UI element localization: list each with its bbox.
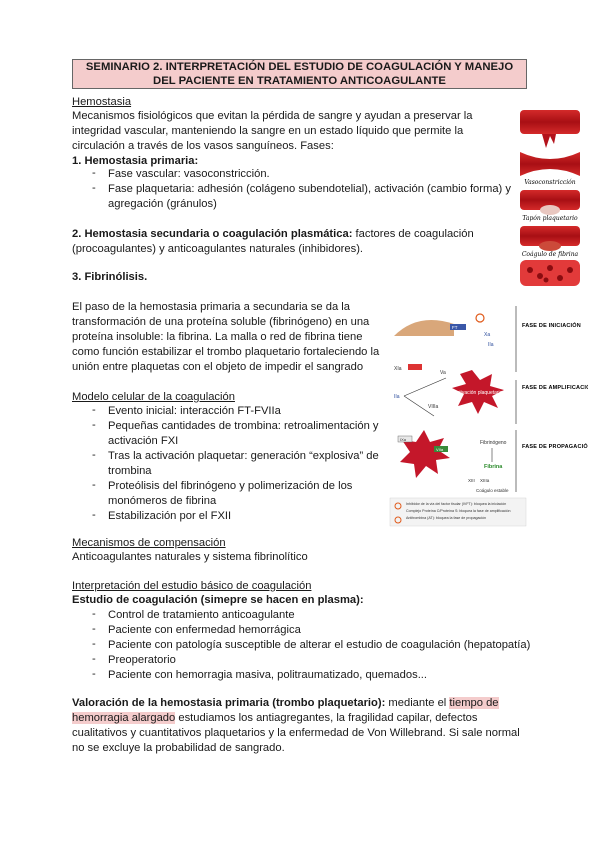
valoracion-line-3: cualitativos y cuantitativos plaquetarios y la enfermedad de Von Willebrand. Si sale normal — [72, 727, 520, 739]
paso-line-1: El paso de la hemostasia primaria a secundaria se da la — [72, 301, 350, 313]
modelo-item-4-cont: monómeros de fibrina — [108, 495, 217, 507]
hemostasis-illustrations — [516, 102, 584, 292]
viiia-label: VIIIa — [428, 404, 439, 410]
vessel-injury-icon — [520, 110, 580, 148]
bullet: - — [92, 653, 96, 665]
valoracion-text2: estudiamos los antiagregantes, la fragilidad capilar, defectos — [175, 712, 478, 724]
interpretacion-item-3: Paciente con patología susceptible de alterar el estudio de coagulación (hepatopatía) — [108, 639, 531, 651]
valoracion-text1: mediante el — [385, 697, 450, 709]
primaria-heading: 1. Hemostasia primaria: — [72, 155, 199, 167]
hemostasia-heading: Hemostasia — [72, 96, 132, 108]
coagulation-model-diagram — [388, 296, 588, 528]
paso-line-5: unión entre plaquetas con el objeto de impedir el sangrado — [72, 361, 364, 373]
legend-1: Inhibidor de la vía del factor tisular (IVFT): bloquea la iniciación — [406, 502, 507, 506]
fase-amplificacion-label: FASE DE AMPLIFICACIÓN — [522, 385, 588, 391]
compensacion-text: Anticoagulantes naturales y sistema fibrinolítico — [72, 551, 308, 563]
valoracion-highlight-2: hemorragia alargado — [72, 712, 176, 724]
valoracion-highlight-1: tiempo de — [449, 697, 499, 709]
interpretacion-item-1: Control de tratamiento anticoagulante — [108, 609, 295, 621]
platelet-plug-icon — [520, 190, 580, 215]
plaquetas-label: Activación plaquetaria — [453, 390, 503, 396]
vasoconstriction-icon — [520, 152, 580, 176]
modelo-item-2: Pequeñas cantidades de trombina: retroalimentación y — [108, 420, 379, 432]
secundaria-line-1 — [72, 227, 474, 241]
hemostasia-intro-1: Mecanismos fisiológicos que evitan la pérdida de sangre y ayudan a preservar la — [72, 110, 473, 122]
fibrinolisis-heading: 3. Fibrinólisis. — [72, 271, 148, 283]
coagulo-label: Coágulo estable — [476, 488, 509, 493]
fibrina-label: Fibrina — [484, 464, 503, 470]
paso-line-2: transformación de una proteína soluble (fibrinógeno) en una — [72, 316, 370, 328]
document-title — [72, 59, 527, 89]
vessel-illustrations — [516, 102, 584, 292]
modelo-item-3-cont: trombina — [108, 465, 152, 477]
bullet: - — [92, 182, 96, 194]
interpretacion-heading: Interpretación del estudio básico de coagulación — [72, 580, 312, 592]
valoracion-line-1 — [72, 696, 499, 710]
hemostasia-intro-2: integridad vascular, manteniendo la sangre en un estado líquido que permite la — [72, 125, 464, 137]
modelo-item-4: Proteólisis del fibrinógeno y polimerización de los — [108, 480, 353, 492]
valoracion-line-4: no se excluye la probabilidad de sangrado. — [72, 742, 285, 754]
interpretacion-item-4: Preoperatorio — [108, 654, 176, 666]
title-line-2: DEL PACIENTE EN TRATAMIENTO ANTICOAGULANTE — [153, 74, 446, 87]
modelo-item-3: Tras la activación plaquetar: generación “explosiva” de — [108, 450, 379, 462]
xi-label: XIa — [394, 366, 402, 372]
xiiia-label: XIIIa — [480, 478, 490, 483]
secundaria-bold: 2. Hemostasia secundaria o coagulación plasmática: — [72, 228, 353, 240]
viia-label: VIIa — [436, 447, 444, 452]
bullet: - — [92, 623, 96, 635]
legend-3: Antitrombina (AT): bloquea la fase de propagación — [406, 516, 487, 520]
primaria-item-2-cont: agregación (gránulos) — [108, 198, 217, 210]
bullet: - — [92, 509, 96, 521]
xiii-label: XIII — [468, 478, 475, 483]
blood-cells-icon — [520, 260, 580, 286]
va-label: Va — [440, 370, 446, 376]
fase-propagacion-label: FASE DE PROPAGACIÓN — [522, 444, 588, 450]
hemostasia-intro-3: circulación a través de los vasos sanguíneos. Fases: — [72, 140, 334, 152]
caption-vasoconstriction: Vasoconstricción — [524, 179, 576, 186]
title-line-1: SEMINARIO 2. INTERPRETACIÓN DEL ESTUDIO DE COAGULACIÓN Y MANEJO — [85, 61, 514, 73]
modelo-item-1: Evento inicial: interacción FT-FVIIa — [108, 405, 281, 417]
secundaria-line-2: (procoagulantes) y anticoagulantes naturales (inhibidores). — [72, 243, 364, 255]
iia-label-1: IIa — [488, 342, 494, 348]
fase-iniciacion-label: FASE DE INICIACIÓN — [522, 323, 581, 329]
bullet: - — [92, 638, 96, 650]
bullet: - — [92, 419, 96, 431]
inhibitor-icon-1 — [476, 314, 484, 322]
xa-label-1: Xa — [484, 332, 491, 338]
fibrinogeno-label: Fibrinógeno — [480, 440, 507, 446]
secundaria-rest: factores de coagulación — [352, 228, 474, 240]
modelo-heading: Modelo celular de la coagulación — [72, 391, 235, 403]
bullet: - — [92, 668, 96, 680]
ft-label: FT — [452, 325, 458, 330]
tissue-cell-shape — [394, 320, 454, 336]
caption-fibrin-clot: Coágulo de fibrina — [521, 251, 579, 258]
ixa-label: IXa — [400, 437, 407, 442]
valoracion-line-2 — [72, 711, 478, 725]
factor-box-1 — [408, 364, 422, 370]
bullet: - — [92, 167, 96, 179]
primaria-item-2: Fase plaquetaria: adhesión (colágeno subendotelial), activación (cambio forma) y — [108, 183, 511, 195]
fibrin-clot-icon — [520, 226, 580, 251]
interpretacion-item-5: Paciente con hemorragia masiva, politraumatizado, quemados... — [108, 669, 428, 681]
modelo-item-5: Estabilización por el FXII — [108, 510, 232, 522]
valoracion-bold: Valoración de la hemostasia primaria (trombo plaquetario): — [72, 697, 386, 709]
bullet: - — [92, 608, 96, 620]
modelo-item-2-cont: activación FXI — [108, 435, 179, 447]
primaria-item-1: Fase vascular: vasoconstricción. — [108, 168, 270, 180]
iia-label-2: IIa — [394, 394, 400, 400]
bullet: - — [92, 449, 96, 461]
legend-2: Complejo Proteína C/Proteína S: bloquea la fase de amplificación — [406, 509, 511, 513]
paso-line-3: proteína insoluble: la fibrina. La malla o red de fibrina tiene — [72, 331, 363, 343]
interpretacion-item-2: Paciente con enfermedad hemorrágica — [108, 624, 301, 636]
coagulation-diagram-svg — [388, 296, 588, 528]
caption-platelet-plug: Tapón plaquetario — [522, 215, 578, 222]
paso-line-4: como función estabilizar el trombo plaquetario fortaleciendo la — [72, 346, 380, 358]
interpretacion-subheading: Estudio de coagulación (simepre se hacen en plasma): — [72, 594, 364, 606]
compensacion-heading: Mecanismos de compensación — [72, 537, 226, 549]
bullet: - — [92, 404, 96, 416]
bullet: - — [92, 479, 96, 491]
